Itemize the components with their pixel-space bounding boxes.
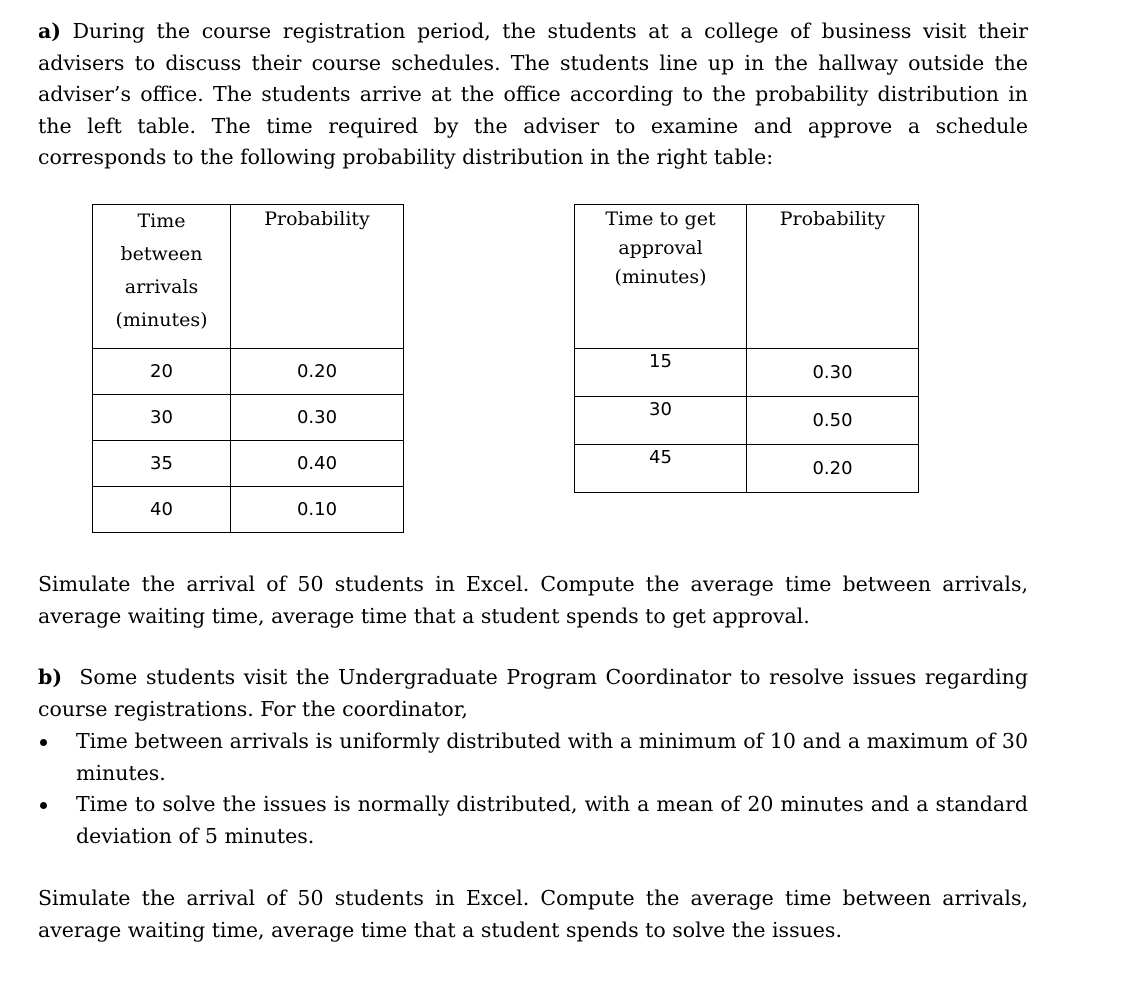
probability-header: Probability [747,205,919,349]
part-b-label: b) [38,665,63,689]
table-header-row [575,205,919,349]
part-a-intro-text: During the course registration period, the students at a college of business visit their advisers to discuss their course schedules. The students line up in the hallway outside the adviser’s office. The students arrive at the office according to the probability distribution in the left table. The time required by the adviser to examine and approve a schedule corresponds to the following probability distribution in the right table: [38,19,1028,169]
table-row [93,441,404,487]
bullet-text: Time between arrivals is uniformly distributed with a minimum of 10 and a maximum of 30 minutes. [76,729,1028,785]
header-line: (minutes) [115,309,208,331]
table-row [93,349,404,395]
time-cell: 20 [93,349,231,395]
bullet-icon [40,802,47,809]
bullet-text: Time to solve the issues is normally distributed, with a mean of 20 minutes and a standard deviation of 5 minutes. [76,792,1028,848]
part-a-label: a) [38,19,61,43]
probability-header: Probability [231,205,404,349]
table-row [575,445,919,493]
part-b-intro [38,662,1028,725]
time-cell: 35 [93,441,231,487]
header-line: Time to get [605,208,716,230]
list-item [38,789,1028,852]
bullet-icon [40,739,47,746]
header-line: Time [137,210,186,232]
part-b-task: Simulate the arrival of 50 students in Excel. Compute the average time between arrivals, average waiting time, average time that a student spends to solve the issues. [38,886,1028,942]
header-line: (minutes) [614,266,707,288]
probability-cell: 0.10 [231,487,404,533]
table-row [93,395,404,441]
table-row [93,487,404,533]
probability-cell: 0.30 [231,395,404,441]
table-row [575,397,919,445]
time-cell: 30 [93,395,231,441]
header-line: approval [618,237,703,259]
time-cell: 30 [575,397,747,445]
probability-cell: 0.20 [747,445,919,493]
header-line: arrivals [124,276,199,298]
probability-cell: 0.50 [747,397,919,445]
time-to-approval-header [575,205,747,349]
coordinator-assumptions-list [38,726,1028,852]
time-cell: 40 [93,487,231,533]
probability-cell: 0.20 [231,349,404,395]
table-row [575,349,919,397]
header-line: between [120,243,203,265]
list-item [38,726,1028,789]
part-a-task: Simulate the arrival of 50 students in Excel. Compute the average time between arrivals, average waiting time, average time that a student spends to get approval. [38,572,1028,628]
time-between-arrivals-header [93,205,231,349]
arrival-distribution-table [92,204,404,533]
probability-cell: 0.40 [231,441,404,487]
approval-time-distribution-table [574,204,919,493]
part-a-intro [38,16,1028,174]
time-cell: 45 [575,445,747,493]
table-header-row [93,205,404,349]
part-b-intro-text: Some students visit the Undergraduate Program Coordinator to resolve issues regarding course registrations. For the coordinator, [38,665,1028,721]
probability-cell: 0.30 [747,349,919,397]
time-cell: 15 [575,349,747,397]
